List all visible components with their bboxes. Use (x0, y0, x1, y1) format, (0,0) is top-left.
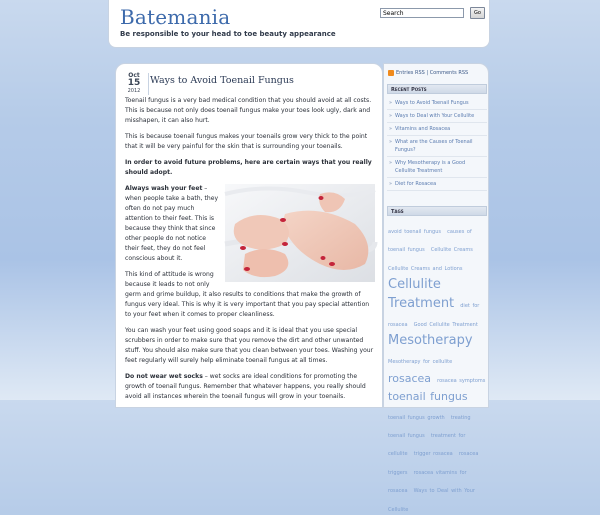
recent-post-link[interactable]: » Diet for Rosacea (387, 178, 487, 191)
post-date (124, 73, 144, 94)
tag-link[interactable]: Cellulite Creams (430, 247, 473, 254)
site-title-link[interactable]: Batemania (120, 5, 231, 29)
site-tagline: Be responsible to your head to toe beauty appearance (120, 30, 336, 38)
post-paragraph-bold: Do not wear wet socks (125, 373, 203, 380)
post-paragraph-bold: Always wash your feet (125, 185, 203, 192)
tag-link[interactable]: Mesotherapy (388, 333, 473, 349)
sidebar (383, 63, 489, 513)
search-go-button[interactable]: Go (470, 7, 485, 19)
rss-icon (388, 70, 394, 76)
tag-link[interactable]: rosacea symptoms (437, 377, 486, 384)
tag-link[interactable]: rosacea vitamins for rosacea (388, 469, 467, 495)
post-paragraph-text: – wet socks are ideal conditions for promoting the growth of toenail fungus. Remember that whatever happens, you really should avoid all instances wherein the toenail fungus will grow in your toenails. (125, 373, 366, 400)
post-paragraph: In order to avoid future problems, here are certain ways that you really should adopt. (125, 159, 372, 176)
post-paragraph: This kind of attitude is wrong because it leads to not only germ and grime buildup, it also results to conditions that make the growth of fungus very ideal. This is why it is very important that you pay special attention to your feet when it comes to proper cleanliness. (125, 271, 370, 318)
post-paragraph-text: – when people take a bath, they often do not pay much attention to their feet. This is because they think that since other people do not notice their feet, they do not feel conscious about it. (125, 185, 219, 262)
recent-posts-heading: Recent Posts (387, 84, 487, 94)
post-date-day: 15 (127, 78, 141, 89)
search-input[interactable] (380, 8, 464, 18)
tag-link[interactable]: Ways to Deal with Your Cellulite (388, 488, 475, 513)
tag-link[interactable]: toenail fungus (388, 390, 468, 404)
date-divider (148, 73, 149, 95)
recent-post-link[interactable]: » Vitamins and Rosacea (387, 123, 487, 136)
tag-link[interactable]: Mesotherapy for cellulite (388, 359, 453, 366)
tag-link[interactable]: rosacea triggers (388, 451, 479, 476)
tag-link[interactable]: Cellulite Treatment (388, 277, 455, 312)
post-paragraph: You can wash your feet using good soaps and it is ideal that you use special scrubbers in order to make sure that you remove the dirt and other unwanted stuff. You should also make sure that you clean between your toes. Washing your feet regularly will surely help eliminate toenail fungus at all times. (125, 327, 374, 364)
post-image-feet (225, 184, 375, 282)
tag-link[interactable]: trigger rosacea (413, 451, 453, 458)
recent-posts-list (387, 97, 487, 191)
tag-link[interactable]: treating toenail fungus (388, 414, 471, 439)
tag-link[interactable]: Cellulite Creams and Lotions (388, 265, 463, 272)
post-date-year: 2012 (127, 87, 141, 94)
tag-link[interactable]: rosacea (388, 371, 432, 385)
post-paragraph (125, 372, 375, 402)
post-title-link[interactable]: Ways to Avoid Toenail Fungus (150, 75, 294, 86)
post-paragraph: This is because toenail fungus makes your toenails grow very thick to the point that it will be very painful for the skin that is surrounding your toenails. (125, 133, 368, 150)
tag-link[interactable]: Good Cellulite Treatment (413, 322, 478, 329)
recent-post-link[interactable]: » Ways to Avoid Toenail Fungus (387, 97, 487, 110)
tag-link[interactable]: diet for rosacea (388, 303, 480, 329)
post-paragraph: Toenail fungus is a very bad medical condition that you should avoid at all costs. This is because not only does toenail fungus make your toes look ugly, dark and misshapen, it can also hurt. (125, 97, 372, 124)
tag-link[interactable]: treatment for cellulite (388, 432, 466, 458)
tag-link[interactable]: avoid toenail fungus (388, 229, 441, 235)
recent-post-link[interactable]: » Ways to Deal with Your Cellulite (387, 110, 487, 123)
recent-post-link[interactable]: » Why Mesotherapy is a Good Cellulite Treatment (387, 157, 487, 178)
tag-link[interactable]: toenail fungus growth (388, 414, 445, 421)
post-date-month: Oct (128, 72, 140, 79)
post-content (125, 96, 375, 408)
rss-link-text[interactable]: Entries RSS | Comments RSS (396, 70, 469, 76)
tag-cloud (388, 219, 486, 515)
recent-post-link[interactable]: » What are the Causes of Toenail Fungus? (387, 136, 487, 157)
tags-heading: Tags (387, 206, 487, 216)
rss-links[interactable] (388, 70, 468, 76)
tag-link[interactable]: causes of toenail fungus (388, 229, 472, 254)
post-container (115, 63, 383, 408)
